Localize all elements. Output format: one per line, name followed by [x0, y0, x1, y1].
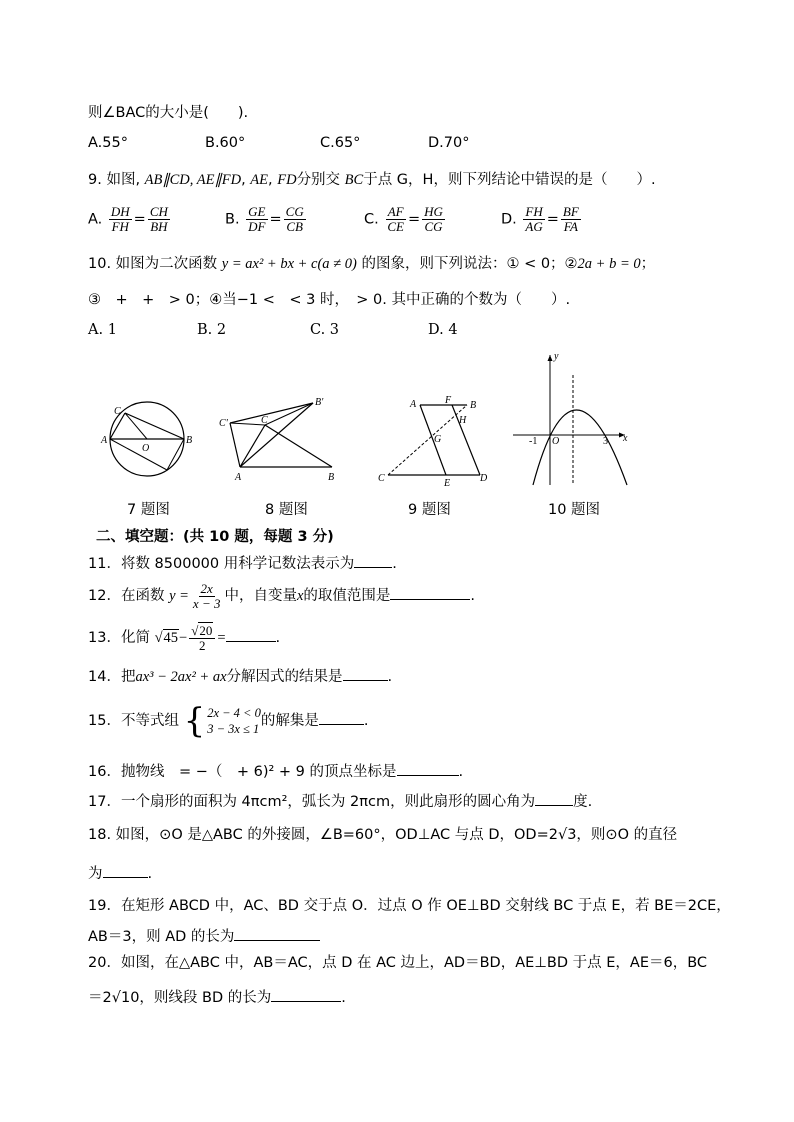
- q9-option-d: D. $\frac{FH}{AG}$ = $\frac{BF}{FA}$: [501, 204, 579, 234]
- q13-expr: √45− $\frac{√20}{2}$ =: [154, 623, 226, 654]
- fig10-label-y: y: [554, 351, 559, 362]
- q11: [88, 551, 397, 574]
- section-fill-in-heading: 二、填空题：(共 10 题，每题 3 分): [96, 529, 334, 545]
- q12-c: 的取值范围是: [303, 588, 391, 604]
- q9-opt-a-label: A.: [88, 211, 103, 228]
- q16-end: .: [458, 764, 464, 780]
- q20-answer-blank[interactable]: [271, 985, 341, 1002]
- q12-var: x: [296, 588, 304, 604]
- q10-option-c: C. 3: [310, 322, 340, 338]
- q18-line1: 18. 如图，⊙O 是△ABC 的外接圆，∠B=60°，OD⊥AC 与点 D，OD=2√3，则⊙O 的直径: [88, 827, 678, 843]
- fig10-label-x: x: [623, 433, 628, 444]
- q9-math-parallels: AB∥CD, AE∥FD: [144, 172, 242, 188]
- q15-system: { 2x − 4 < 0 3 − 3x ≤ 1: [183, 701, 261, 741]
- q9-opt-c-frac2: $\frac{HG}{CG}$: [424, 204, 443, 234]
- q9-prefix: 9. 如图,: [88, 172, 141, 188]
- q10-l1b: 的图象，则下列说法：①: [361, 256, 520, 272]
- figure-8-caption: 8 题图: [265, 502, 308, 518]
- fig8-label-b: B: [328, 472, 335, 483]
- q10-line2: ③ + + > 0；④当−1 < < 3 时， > 0. 其中正确的个数为（ ）.: [88, 292, 571, 308]
- fig10-label-3: 3: [603, 436, 608, 447]
- q10-l1d: ；: [640, 256, 656, 272]
- fig10-label-o: O: [552, 436, 560, 447]
- fig9-label-f: F: [445, 395, 452, 406]
- fig7-label-b: B: [186, 435, 193, 446]
- fig9-label-e: E: [444, 478, 451, 489]
- q11-end: .: [392, 556, 397, 572]
- fig7-label-c: C: [114, 406, 121, 417]
- q19-answer-blank[interactable]: [234, 924, 320, 941]
- q8-option-c: C.65°: [320, 135, 361, 151]
- fig9-label-h: H: [459, 415, 467, 426]
- q9-opt-d-frac1: $\frac{FH}{AG}$: [525, 204, 543, 234]
- q16-a: 16．抛物线 = −（ + 6)² + 9 的顶点坐标是: [88, 764, 397, 780]
- q12: [88, 580, 475, 612]
- figure-7-caption: 7 题图: [127, 502, 170, 518]
- q9-opt-b-frac2: $\frac{CG}{CB}$: [285, 204, 304, 234]
- q9-end: 于点 G，H，则下列结论中错误的是（ ）.: [363, 172, 656, 188]
- figure-10-parabola: [513, 351, 628, 485]
- q19-line2: [88, 924, 320, 947]
- q19-line1: 19．在矩形 ABCD 中，AC、BD 交于点 O．过点 O 作 OE⊥BD 交射线 BC 于点 E，若 BE＝2CE，: [88, 898, 731, 914]
- q18-line2: [88, 861, 152, 884]
- q9-opt-d-frac2: $\frac{BF}{FA}$: [562, 204, 579, 234]
- q10-l1c: < 0；②: [524, 256, 578, 272]
- q10-option-d: D. 4: [428, 322, 458, 338]
- q9-option-a: A. $\frac{DH}{FH}$ = $\frac{CH}{BH}$: [88, 204, 168, 234]
- q8-option-b: B.60°: [205, 135, 246, 151]
- q13-answer-blank[interactable]: [226, 625, 276, 642]
- q15-answer-blank[interactable]: [319, 708, 364, 725]
- q13: [88, 622, 280, 654]
- fig10-label-neg1: -1: [529, 436, 538, 447]
- q17-end: 度.: [573, 794, 593, 810]
- q9-math-fd: FD: [277, 172, 297, 188]
- q10-stmt2: 2a + b = 0: [577, 256, 641, 272]
- fig7-label-o: O: [142, 443, 150, 454]
- q11-answer-blank[interactable]: [354, 551, 392, 568]
- q9-opt-c-frac1: $\frac{AF}{CE}$: [387, 204, 404, 234]
- q9-opt-b-label: B.: [225, 211, 240, 228]
- q12-answer-blank[interactable]: [390, 583, 470, 600]
- fig9-label-c: C: [378, 473, 385, 484]
- q14-expr: ax³ − 2ax² + ax: [135, 669, 227, 685]
- fig9-label-b: B: [470, 400, 477, 411]
- q18-l2: 为: [88, 866, 103, 882]
- figure-9-parallels: [378, 395, 488, 489]
- q12-fraction: $\frac{2x}{x - 3}$: [192, 580, 221, 611]
- q12-b: 中，自变量: [224, 588, 297, 604]
- figures-row: [95, 345, 655, 495]
- q9-math-bc: BC: [344, 172, 364, 188]
- q15-a: 15．不等式组: [88, 713, 179, 729]
- q20-line2: [88, 985, 346, 1008]
- q20-line1: 20．如图，在△ABC 中，AB＝AC，点 D 在 AC 边上，AD＝BD，AE⊥BD 于点 E，AE＝6，BC: [88, 955, 708, 971]
- q9-mid: 分别交: [296, 172, 341, 188]
- q9-option-b: B. $\frac{GE}{DF}$ = $\frac{CG}{CB}$: [225, 204, 304, 234]
- fig8-label-a: A: [235, 472, 242, 483]
- q14-a: 14．把: [88, 669, 136, 685]
- figure-8-triangles: [219, 397, 334, 483]
- q9-comma2: ,: [268, 172, 273, 188]
- q9-option-c: C. $\frac{AF}{CE}$ = $\frac{HG}{CG}$: [364, 204, 443, 234]
- q8-option-d: D.70°: [428, 135, 470, 151]
- fig7-label-a: A: [101, 435, 108, 446]
- q15: [88, 703, 368, 739]
- figure-7-circle: [100, 402, 192, 476]
- fig9-label-d: D: [480, 473, 488, 484]
- q9-stem: [88, 170, 656, 190]
- q14-answer-blank[interactable]: [343, 664, 388, 681]
- q9-opt-a-frac1: $\frac{DH}{FH}$: [110, 204, 130, 234]
- q11-text: 11．将数 8500000 用科学记数法表示为: [88, 556, 355, 572]
- q18-end: .: [147, 866, 153, 882]
- q12-end: .: [470, 588, 476, 604]
- q10-option-b: B. 2: [197, 322, 227, 338]
- fig9-label-a: A: [410, 399, 417, 410]
- q9-comma1: ,: [241, 172, 246, 188]
- q8-option-a: A.55°: [88, 135, 128, 151]
- q13-end: .: [275, 630, 281, 646]
- fig8-label-c: C: [261, 415, 268, 426]
- q9-opt-d-label: D.: [501, 211, 517, 228]
- figure-10-caption: 10 题图: [548, 502, 601, 518]
- q10-option-a: A. 1: [88, 322, 117, 338]
- fig8-label-b-prime: B': [315, 397, 324, 408]
- q14-b: 分解因式的结果是: [226, 669, 343, 685]
- q18-answer-blank[interactable]: [103, 861, 148, 878]
- q16: [88, 759, 463, 782]
- fig8-label-c-prime: C': [219, 418, 228, 429]
- q9-opt-b-frac1: $\frac{GE}{DF}$: [248, 204, 266, 234]
- fig9-label-g: G: [434, 434, 442, 445]
- q14: [88, 664, 392, 687]
- q9-opt-a-frac2: $\frac{CH}{BH}$: [149, 204, 168, 234]
- q14-end: .: [387, 669, 393, 685]
- q15-b: 的解集是: [260, 713, 319, 729]
- q17: [88, 789, 592, 812]
- q12-fn: y =: [169, 588, 189, 604]
- figure-9-caption: 9 题图: [408, 502, 451, 518]
- q17-answer-blank[interactable]: [535, 789, 573, 806]
- q20-l2: ＝2√10，则线段 BD 的长为: [88, 990, 272, 1006]
- q8-stem-tail: 则∠BAC的大小是( ).: [88, 105, 249, 121]
- q9-math-ae: AE: [250, 172, 268, 188]
- q16-answer-blank[interactable]: [397, 759, 459, 776]
- q12-a: 12．在函数: [88, 588, 165, 604]
- q20-end: .: [341, 990, 346, 1006]
- q15-end: .: [363, 713, 369, 729]
- q10-l1a: 10. 如图为二次函数: [88, 256, 218, 272]
- q13-a: 13．化简: [88, 630, 150, 646]
- q17-a: 17．一个扇形的面积为 4πcm²，弧长为 2πcm，则此扇形的圆心角为: [88, 794, 536, 810]
- q10-function: y = ax² + bx + c(a ≠ 0): [221, 256, 357, 272]
- q9-opt-c-label: C.: [364, 211, 379, 228]
- q10-line1: [88, 254, 655, 274]
- q19-l2: AB＝3，则 AD 的长为: [88, 929, 235, 945]
